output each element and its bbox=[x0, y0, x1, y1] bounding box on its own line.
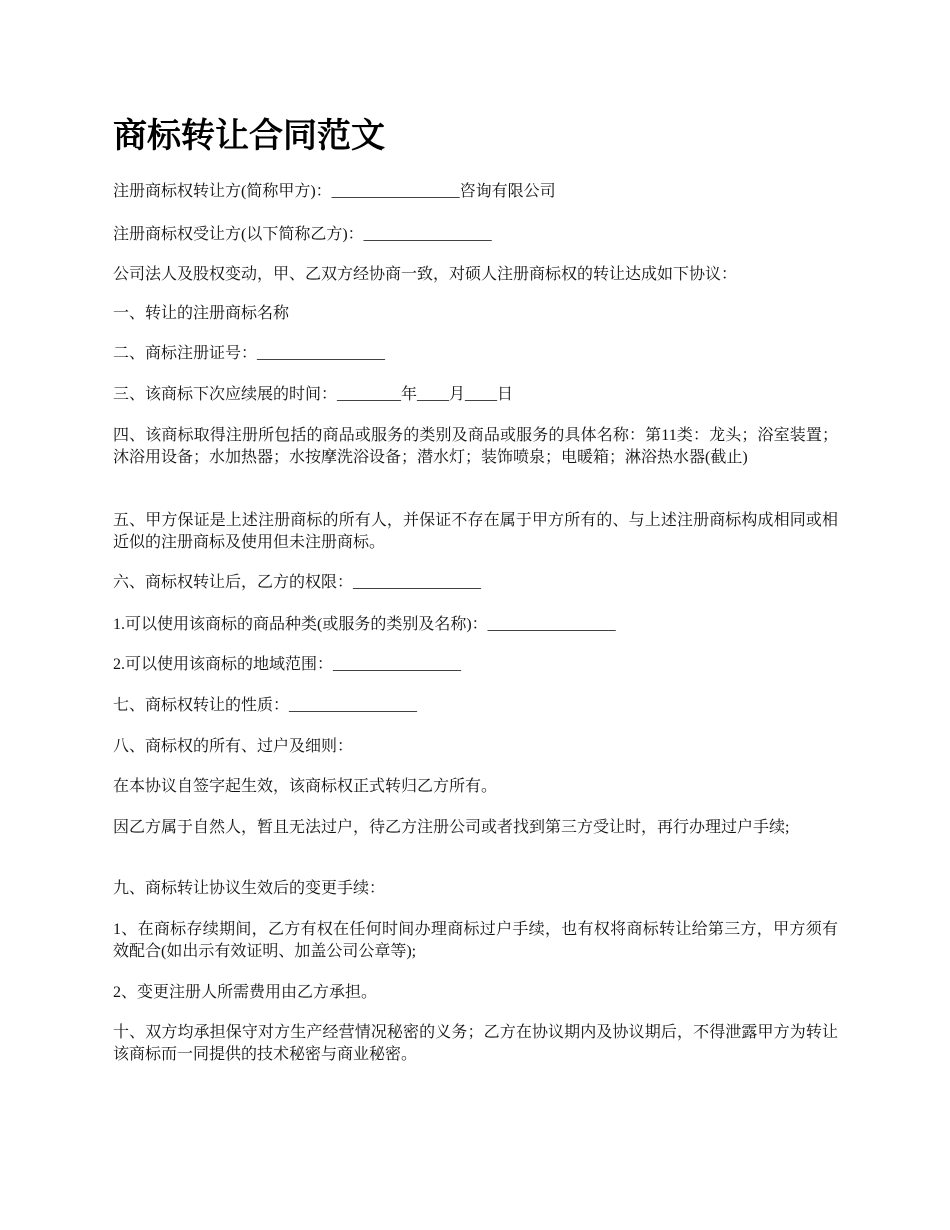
clause-10-confidentiality: 十、双方均承担保守对方生产经营情况秘密的义务；乙方在协议期内及协议期后，不得泄露甲方为转让该商标而一同提供的技术秘密与商业秘密。 bbox=[113, 1024, 838, 1063]
clause-9-item-1: 1、在商标存续期间，乙方有权在任何时间办理商标过户手续，也有权将商标转让给第三方，甲方须有效配合(如出示有效证明、加盖公司公章等); bbox=[113, 921, 838, 960]
clause-3-renewal-date: 三、该商标下次应续展的时间：________年____月____日 bbox=[113, 386, 514, 403]
paragraph-transferor: 注册商标权转让方(简称甲方)：________________咨询有限公司 bbox=[113, 183, 556, 200]
clause-6-rights: 六、商标权转让后，乙方的权限：________________ bbox=[113, 574, 482, 591]
paragraph-transferee: 注册商标权受让方(以下简称乙方)：________________ bbox=[113, 226, 492, 243]
clause-8-ownership: 八、商标权的所有、过户及细则： bbox=[113, 738, 354, 755]
clause-1-trademark-name: 一、转让的注册商标名称 bbox=[113, 305, 290, 322]
clause-7-nature: 七、商标权转让的性质：________________ bbox=[113, 697, 418, 714]
clause-6-item-2: 2.可以使用该商标的地域范围：________________ bbox=[113, 656, 462, 673]
clause-9-item-2: 2、变更注册人所需费用由乙方承担。 bbox=[113, 984, 378, 1001]
clause-4-goods-classes: 四、该商标取得注册所包括的商品或服务的类别及商品或服务的具体名称：第11类：龙头；浴室装置；沐浴用设备；水加热器；水按摩洗浴设备；潜水灯；装饰喷泉；电暖箱；淋浴热水器(截止) bbox=[113, 427, 838, 466]
clause-9-change-procedures: 九、商标转让协议生效后的变更手续： bbox=[113, 880, 386, 897]
clause-2-registration-number: 二、商标注册证号：________________ bbox=[113, 345, 386, 362]
clause-8-effective: 在本协议自签字起生效，该商标权正式转归乙方所有。 bbox=[113, 778, 498, 795]
document-title: 商标转让合同范文 bbox=[113, 116, 385, 156]
clause-8-transfer-procedure: 因乙方属于自然人，暂且无法过户，待乙方注册公司或者找到第三方受让时，再行办理过户手续; bbox=[113, 819, 790, 836]
paragraph-preamble: 公司法人及股权变动，甲、乙双方经协商一致，对硕人注册商标权的转让达成如下协议： bbox=[113, 266, 738, 283]
clause-6-item-1: 1.可以使用该商标的商品种类(或服务的类别及名称)：________________ bbox=[113, 616, 616, 633]
clause-5-guarantee: 五、甲方保证是上述注册商标的所有人，并保证不存在属于甲方所有的、与上述注册商标构成相同或相近似的注册商标及使用但未注册商标。 bbox=[113, 512, 838, 551]
